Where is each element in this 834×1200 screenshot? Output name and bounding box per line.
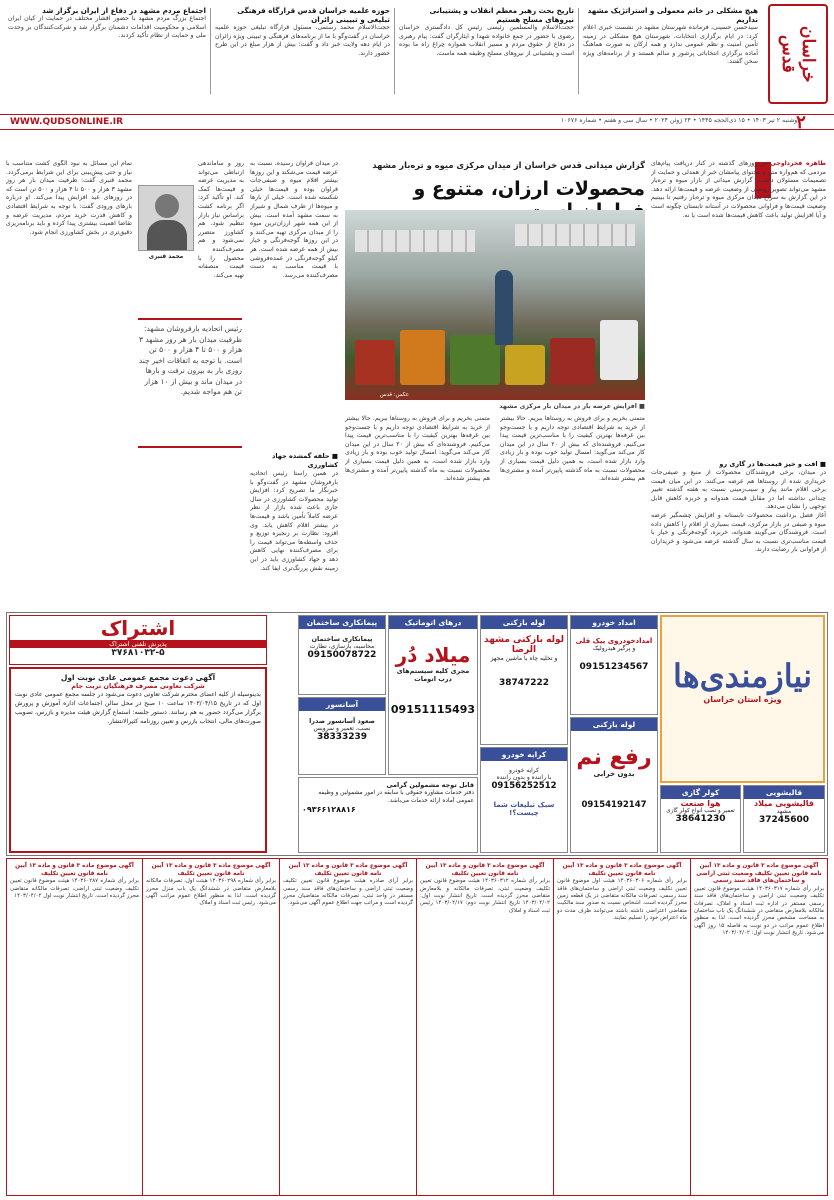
ad-subscription[interactable]: اشتراک پذیرش تلفنی اشتراک ۳۷۶۸۱۰۳۲-۵ — [9, 615, 267, 665]
ad-meeting-invitation: آگهی دعوت مجمع عمومی عادی نوبت اول شرکت تعاونی مصرف فرهنگیان تربت جام بدینوسیله از کلیه اعضای محترم شرکت تعاونی دعوت می‌شود در جلسه مجمع عمومی عادی نوبت اول که در تاریخ ۱۴۰۳/۰۴/۱۵ ساعت ۱۰ صبح در محل سالن اجتماعات اداره آموزش و پرورش برگزار می‌گردد حضور به هم رسانند. دستور جلسه: استماع گزارش هیئت مدیره و بازرس، تصویب صورت‌های مالی، انتخاب بازرس و تعیین روزنامه کثیرالانتشار. — [9, 667, 267, 853]
market-photo — [345, 210, 645, 400]
story-column-left: روز و ساماندهی ارتباطی می‌تواند به مدیریت عرضه و قیمت‌ها کمک کند. او تأکید کرد: اگر برنامه کشت براساس نیاز بازار تنظیم شود، هم کشاورز متضرر نمی‌شود و هم مصرف‌کننده محصول را با قیمت منصفانه تهیه می‌کند. — [198, 160, 244, 279]
top-story-title: حوزه علمیه خراسان قدس قرارگاه فرهنگی تبلیغی و تبیینی زائران — [237, 6, 390, 24]
story-column: متمنی بخریم و برای فروش به روستاها ببریم. حالا بیشتر از خرید به شرایط اقتصادی توجه داریم و با جست‌وجو بین غرفه‌ها بهترین کیفیت را با مناسب‌ترین قیمت پیدا می‌کنیم. فروشنده‌ای که بیش از ۲۰ سال در این میدان کار می‌کند می‌گوید: امسال تولید خوب بوده و بار زیادی وارد بازار شده است، به همین دلیل قیمت بسیاری از محصولات نسبت به ماه گذشته پایین‌تر آمده و مشتری‌ها هم بیشتر شده‌اند. — [500, 415, 645, 483]
page-number: ۲ — [796, 112, 806, 133]
ad-damp[interactable]: لوله بازکنی رفع نم بدون خرابی 09154192147 — [570, 717, 658, 853]
ad-carpet[interactable]: قالیشویی قالیشویی میلاد مشهد 37245600 — [743, 785, 825, 853]
author-label: طاهره فخرداوجی — [770, 160, 826, 167]
notice: آگهی موضوع ماده ۳ قانون و ماده ۱۳ آیین نامه قانون تعیین تکلیف برابر رأی شماره ۱۴۰۳۶۰۲۹۸ هیئت اول، تصرفات مالکانه بلامعارض متقاضی در ششدانگ یک باب منزل محرز گردیده است. لذا به منظور اطلاع عموم مراتب آگهی می‌شود. رئیس ثبت اسناد و املاک — [142, 859, 279, 1196]
subhead: ■ حلقه گمشده جهاد کشاورزی — [272, 452, 338, 469]
ad-elevator[interactable]: آسانسور صعود آسانسور صدرا نصب، تعمیر و سرویس 38333239 — [298, 697, 386, 775]
story-column-middle: در میدان فراوان رسیده، نسبت به عرضه قیمت می‌شکند و این روزها بیشتر اقلام میوه و صیفی‌جات فراوان بوده و قیمت‌ها خیلی شکسته شده است. خیلی از بارها و میوه‌ها از طرف شمال و شیراز به سمت مشهد آمده است. بیش از این همه شهر ارزان‌ترین میوه را از میدان مرکزی تهیه می‌کنند و در این روزها گوجه‌فرنگی و خیار بیش از همه عرضه شده است. هر کیلو گوجه‌فرنگی در عمده‌فروشی با قیمت مناسب به دست مصرف‌کننده می‌رسد. — [250, 160, 338, 279]
top-story-body: سیدحسن حسینی، فرمانده شهرستان مشهد در نشست خبری اعلام کرد: در ایام برگزاری انتخابات، شهرستان هیچ مشکلی در زمینه تأمین امنیت و نظم عمومی ندارد و همه ارکان به صورت هماهنگ آماده برگزاری انتخاباتی پرشور و سالم هستند و از برنامه‌های ویژه سخن گفتند. — [583, 24, 758, 66]
story-kicker: گزارش میدانی قدس خراسان از میدان مرکزی میوه و تره‌بار مشهد — [372, 160, 645, 170]
ad-doors[interactable]: درهای اتوماتیک میلاد دُر مجری کلیه سیستم‌های درب اتومات 09151115493 — [388, 615, 478, 775]
story-text: آغاز فصل برداشت محصولات تابستانه و افزایش چشمگیر عرضه میوه و صیفی در بازار مرکزی، قیمت بسیاری از اقلام را کاهش داده است. فروشندگان می‌گویند هندوانه، خربزه، گوجه‌فرنگی و خیار با قیمت مناسب‌تری نسبت به سال گذشته عرضه می‌شود و خریداران از فراوانی بار رضایت دارند. — [651, 511, 826, 554]
site-url[interactable]: WWW.QUDSONLINE.IR — [10, 117, 124, 127]
notice: آگهی موضوع ماده ۳ قانون و ماده ۱۳ آیین نامه قانون تعیین تکلیف برابر رأی شماره ۱۴۰۳۶۰۳۰۶ هیئت اول موضوع قانون تعیین تکلیف وضعیت ثبتی اراضی و ساختمان‌های فاقد سند رسمی، تصرفات مالکانه متقاضی در یک قطعه زمین محرز گردیده است. اشخاص نسبت به صدور سند مالکیت متقاضی اعتراضی داشته باشند می‌توانند ظرف مدت دو ماه اعتراض خود را تسلیم نمایند. — [553, 859, 690, 1196]
top-story-body: اجتماع بزرگ مردم مشهد با حضور اقشار مختلف در حمایت از کیان ایران اسلامی و محکومیت اقدامات دشمنان برگزار شد و شرکت‌کنندگان بر وحدت ملی و حمایت از نظام تأکید کردند. — [8, 15, 206, 40]
top-story-body: حجت‌الاسلام محمد رستمی، مسئول قرارگاه تبلیغی حوزه علمیه خراسان در گفت‌وگو با ما از برنامه‌های فرهنگی و تبیینی ویژه زائران در ایام دهه ولایت خبر داد و گفت: بیش از هزار مبلغ در این طرح حضور دارند. — [215, 24, 390, 57]
top-story-2 — [399, 6, 574, 94]
top-story-title: هیچ مشکلی در خاتم معمولی و استراتژیک مشهد نداریم — [587, 6, 758, 24]
ad-lawyer[interactable]: قابل توجه مشمولین گرامی دفتر خدمات مشاوره حقوقی با سابقه در امور مشمولین و وظیفه عمومی آماده ارائه خدمات می‌باشد. ۰۹۳۶۶۱۲۸۸۱۶ — [298, 777, 478, 853]
story-text: در روزهای گذشته در کنار دریافت پیام‌های مردمی که هم‌واره متن و محتوای پیامشان خبر از همدلی و حمایت از تصمیمات مسئولان داشت، گزارش میدانی از بازار میوه و تره‌بار مشهد می‌تواند تصویر روشنی از وضعیت عرضه و قیمت‌ها ارائه دهد. در این گزارش به سراغ میدان مرکزی میوه و تره‌بار رفتیم تا ببینیم وضعیت قیمت‌ها و فراوانی محصولات در آستانه تابستان چگونه است و آیا افزایش تولید باعث کاهش قیمت‌ها شده است یا نه. — [651, 160, 826, 219]
legal-notices — [6, 858, 828, 1196]
top-news-strip — [0, 0, 834, 110]
ad-construction[interactable]: پیمانکاری ساختمان پیمانکاری ساختمان محاسبه، بازسازی، نظارت 09150078722 — [298, 615, 386, 695]
classified-ads — [6, 612, 828, 856]
dateline: دوشنبه ۲ تیر ۱۴۰۳ • ۱۵ ذی‌الحجه ۱۴۴۵ • ۲۴ ژوئن ۲۰۲۴ • سال سی و هفتم • شماره ۱۰۶۷۶ — [560, 117, 800, 124]
top-story-1 — [583, 6, 758, 94]
top-story-3 — [215, 6, 390, 94]
pull-quote — [138, 318, 242, 448]
top-story-4 — [8, 6, 206, 94]
notice: آگهی موضوع ماده ۳ قانون و ماده ۱۳ آیین نامه قانون تعیین تکلیف وضعیت ثبتی اراضی و ساختمان‌های فاقد سند رسمی برابر رأی شماره ۱۴۰۳۶۰۳۱۷ هیئت موضوع قانون تعیین تکلیف وضعیت ثبتی اراضی و ساختمان‌های فاقد سند رسمی مستقر در اداره ثبت اسناد و املاک، تصرفات مالکانه بلامعارض متقاضی در ششدانگ یک باب ساختمان به مساحت مشخص محرز گردیده است. لذا به منظور اطلاع عموم مراتب در دو نوبت به فاصله ۱۵ روز آگهی می‌شود. تاریخ انتشار نوبت اول: ۱۴۰۳/۰۴/۰۲ — [690, 859, 827, 1196]
top-story-title: تاریخ بحث رهبر معظم انقلاب و پشتیبانی نیروهای مسلح هستیم — [429, 6, 574, 24]
author-photo — [138, 185, 194, 251]
photo-credit: عکس: قدس — [379, 392, 409, 398]
ad-car-rental[interactable]: کرایه خودرو کرایه خودرو با راننده و بدون راننده 09156252512 سبک تبلیغات شما چیست؟! — [480, 747, 568, 853]
ad-cooler[interactable]: کولر گازی هوا صنعت تعمیر و نصب انواع کولر گازی 38641230 — [660, 785, 741, 853]
notice: آگهی موضوع ماده ۳ قانون و ماده ۱۳ آیین نامه قانون تعیین تکلیف برابر آرای صادره هیئت موضوع قانون تعیین تکلیف وضعیت ثبتی اراضی و ساختمان‌های فاقد سند رسمی مستقر در واحد ثبتی، تصرفات مالکانه متقاضیان محرز گردیده است و مراتب جهت اطلاع عموم آگهی می‌شود. — [279, 859, 416, 1196]
pull-quote-text: رئیس اتحادیه بارفروشان مشهد: ظرفیت میدان بار هر روز مشهد ۳ هزار و ۵۰۰ تا ۴ هزار و ۵۰۰ تن است. با توجه به اتفاقات اخیر چند روزی بار به بیرون نرفت و بارها در میدان ماند و بیش از ۱۰ هزار تن هم مواجه شدیم. — [138, 324, 242, 396]
story-headline: محصولات ارزان، متنوع و — [413, 178, 645, 200]
big-ad-title: نیازمندی‌ها — [672, 657, 813, 695]
author-name: محمد قنبری — [148, 254, 184, 260]
ad-roadside[interactable]: امداد خودرو امدادخودروی پیک قلی و پرگیر هیدرولیک 09151234567 — [570, 615, 658, 715]
notice: آگهی موضوع ماده ۳ قانون و ماده ۱۳ آیین نامه قانون تعیین تکلیف برابر رأی شماره ۱۴۰۳۶۰۲۸۷ هیئت موضوع قانون تعیین تکلیف وضعیت ثبتی اراضی، تصرفات مالکانه متقاضی محرز گردیده است. تاریخ انتشار نوبت اول ۱۴۰۳/۰۴/۰۲ — [10, 863, 139, 899]
big-ad-sub: ویژه استان خراسان — [703, 695, 782, 704]
story-column-right — [651, 160, 826, 460]
ad-pipe[interactable]: لوله بازکنی لوله بازکنی مشهد الرضا و تخلیه چاه با ماشین مجهز 38747222 — [480, 615, 568, 745]
photo-caption: ■ افزایش عرضه بار در میدان بار مرکزی مشهد — [499, 403, 645, 410]
top-story-body: حجت‌الاسلام والمسلمین رئیسی رئیس کل دادگستری خراسان رضوی با حضور در جمع خانواده شهدا و ایثارگران گفت: پیام رهبری در دفاع از حقوق مردم و مسیر انقلاب همواره چراغ راه ما بوده است و پشتیبانی از نیروهای مسلح وظیفه همه ماست. — [399, 24, 574, 57]
story-text: در میدان، برخی فروشندگان محصولات از منبع و صیفی‌جات خریداری شده از روستاها هم عرضه می‌کنند. در این میان قیمت برخی اقلام مانند پیاز و سیب‌زمینی نسبت به هفته گذشته تغییر چندانی نداشته اما در مقابل قیمت هندوانه و خربزه کاهش قابل توجهی را نشان می‌دهد. — [651, 469, 826, 511]
subhead: ■ افت و خیز قیمت‌ها در گاری رو — [719, 460, 826, 468]
story-column-left: تمام این مسائل به نبود الگوی کشت متناسب با نیاز و حتی پیش‌بینی برای این شرایط برمی‌گردد. محمد قنبری گفت: ظرفیت میدان بار هر روز مشهد ۳ هزار و ۵۰۰ تا ۴ هزار و ۵۰۰ تن است که در روزهای عید افزایش پیدا می‌کند. او درباره بارهای ورودی گفت: با توجه به شرایط اقتصادی و کاهش قدرت خرید مردم، مدیریت عرضه و تقاضا اهمیت بیشتری پیدا کرده و باید برنامه‌ریزی دقیق‌تری در بخش کشاورزی انجام شود. — [6, 160, 132, 236]
story-text: در همین راستا رئیس اتحادیه بارفروشان مشهد در گفت‌وگو با خبرنگار ما تصریح کرد: افزایش تولید محصولات کشاورزی در سال جاری باعث شده بازار از نظر عرضه کاملاً تأمین باشد و قیمت‌ها در بیشتر اقلام کاهش یابد. وی افزود: نظارت بر زنجیره توزیع و حذف واسطه‌ها می‌تواند قیمت را برای مصرف‌کننده نهایی کاهش دهد و جهاد کشاورزی باید در این زمینه نقش پررنگ‌تری ایفا کند. — [250, 470, 338, 572]
story-column: متمنی بخریم و برای فروش به روستاها ببریم. حالا بیشتر از خرید به شرایط اقتصادی توجه داریم و با جست‌وجو بین غرفه‌ها بهترین کیفیت را با مناسب‌ترین قیمت پیدا می‌کنیم. فروشنده‌ای که بیش از ۲۰ سال در این میدان کار می‌کند می‌گوید: امسال تولید خوب بوده و بار زیادی وارد بازار شده است، به همین دلیل قیمت بسیاری از محصولات نسبت به ماه گذشته پایین‌تر آمده و مشتری‌ها هم بیشتر شده‌اند. — [345, 415, 490, 483]
newspaper-logo: خراسان قدس — [768, 4, 828, 104]
big-ad-banner — [660, 615, 825, 783]
top-story-title: اجتماع مردم مشهد در دفاع از ایران برگزار شد — [42, 6, 206, 15]
notice: آگهی موضوع ماده ۳ قانون و ماده ۱۳ آیین نامه قانون تعیین تکلیف برابر رأی شماره ۱۴۰۳۶۰۳۱۲ هیئت موضوع قانون تعیین تکلیف وضعیت ثبتی، تصرفات مالکانه و بلامعارض متقاضی محرز گردیده است. تاریخ انتشار نوبت اول: ۱۴۰۳/۰۴/۰۲ تاریخ انتشار نوبت دوم: ۱۴۰۳/۰۴/۱۷ رئیس ثبت اسناد و املاک — [416, 859, 553, 1196]
